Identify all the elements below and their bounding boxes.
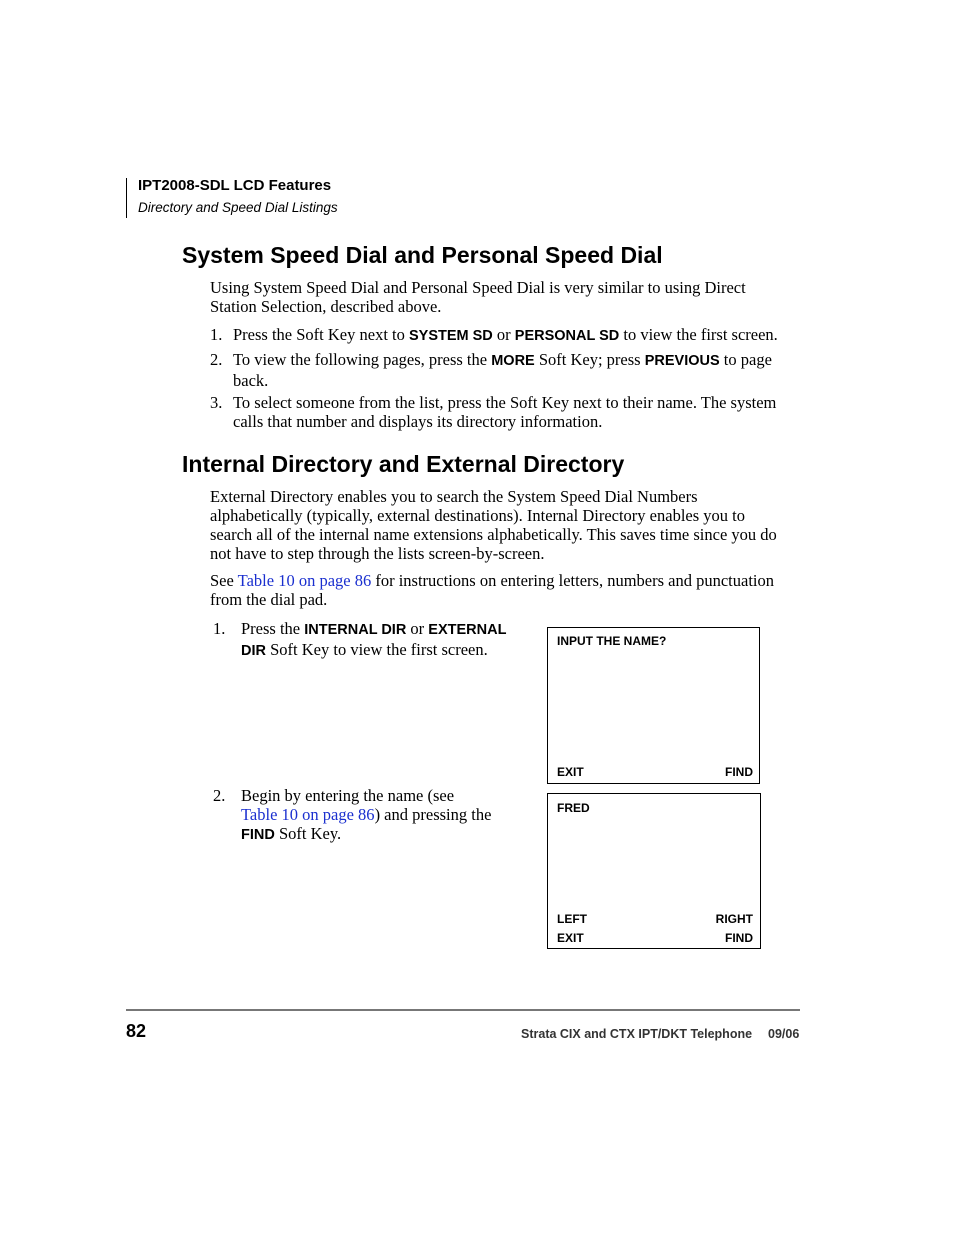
lcd-softkey-left: LEFT [557, 912, 587, 926]
step-text: Press the Soft Key next to [233, 325, 409, 344]
paragraph-line: External Directory enables you to search the System Speed Dial Numbers [210, 487, 698, 506]
section-heading-directory: Internal Directory and External Directory [182, 451, 625, 477]
step-text: or [492, 325, 515, 344]
lcd-softkey-find: FIND [725, 931, 753, 945]
see-table-paragraph [210, 571, 774, 609]
softkey-more: MORE [491, 353, 535, 369]
softkey-dir: DIR [241, 643, 266, 659]
lcd-screen-input [547, 627, 760, 784]
see-text: from the dial pad. [210, 590, 328, 609]
lcd-softkey-exit: EXIT [557, 931, 584, 945]
lcd-prompt: INPUT THE NAME? [557, 634, 667, 648]
softkey-previous: PREVIOUS [644, 353, 720, 369]
paragraph-line: alphabetically (typically, external destinations). Internal Directory enables you to [210, 506, 745, 525]
step-text: Soft Key; press [534, 350, 645, 369]
lcd-softkey-exit: EXIT [557, 765, 584, 779]
header-bar [126, 178, 127, 218]
step-3-text [233, 393, 776, 431]
step-text: to view the first screen. [619, 325, 778, 344]
step-2-text [233, 350, 772, 390]
step-text: Begin by entering the name (see [241, 786, 455, 805]
step-number: 3. [210, 393, 223, 412]
step-number: 2. [210, 350, 223, 369]
step-text: To select someone from the list, press the Soft Key next to their name. The system [233, 393, 777, 412]
see-text: for instructions on entering letters, numbers and punctuation [371, 571, 775, 590]
lcd-entry: FRED [557, 801, 590, 815]
softkey-personal-sd: PERSONAL SD [514, 328, 620, 344]
footer-date: 09/06 [768, 1027, 800, 1041]
step-text: to page [719, 350, 772, 369]
table-10-link[interactable]: Table 10 on page 86 [237, 571, 372, 590]
page-number: 82 [126, 1021, 147, 1041]
lcd-softkey-right: RIGHT [715, 912, 753, 926]
lcd-screen-result [547, 793, 761, 949]
step-number: 2. [213, 786, 226, 805]
step-1-text [233, 325, 778, 346]
section-heading-speed-dial: System Speed Dial and Personal Speed Dial [182, 242, 663, 268]
softkey-system-sd: SYSTEM SD [408, 328, 493, 344]
step-text: ) and pressing the [374, 805, 492, 824]
footer-rule [126, 1009, 800, 1011]
chapter-title: IPT2008-SDL LCD Features [138, 177, 332, 194]
paragraph-line: search all of the internal name extensions alphabetically. This saves time since you do [210, 525, 777, 544]
softkey-find: FIND [241, 827, 275, 843]
lcd-softkey-find: FIND [725, 765, 753, 779]
step-text: Soft Key. [274, 824, 342, 843]
step-text: To view the following pages, press the [233, 350, 492, 369]
step-text: Soft Key to view the first screen. [265, 640, 488, 659]
section1-intro [210, 278, 746, 316]
see-text: See [210, 571, 238, 590]
section2-paragraph [210, 487, 777, 563]
table-10-link[interactable]: Table 10 on page 86 [241, 805, 375, 824]
step-text: or [406, 619, 429, 638]
dir-step-2-text [241, 786, 491, 845]
step-number: 1. [213, 619, 226, 638]
paragraph-line: not have to step through the lists screen-by-screen. [210, 544, 545, 563]
step-text: calls that number and displays its directory information. [233, 412, 603, 431]
softkey-internal-dir: INTERNAL DIR [304, 622, 407, 638]
step-text: Press the [241, 619, 305, 638]
intro-line: Station Selection, described above. [210, 297, 442, 316]
intro-line: Using System Speed Dial and Personal Speed Dial is very similar to using Direct [210, 278, 746, 297]
book-title: Strata CIX and CTX IPT/DKT Telephone [521, 1027, 753, 1041]
step-text: back. [233, 371, 269, 390]
chapter-subtitle: Directory and Speed Dial Listings [138, 200, 338, 215]
step-number: 1. [210, 325, 223, 344]
softkey-external: EXTERNAL [428, 622, 507, 638]
dir-step-1-text [241, 619, 506, 661]
